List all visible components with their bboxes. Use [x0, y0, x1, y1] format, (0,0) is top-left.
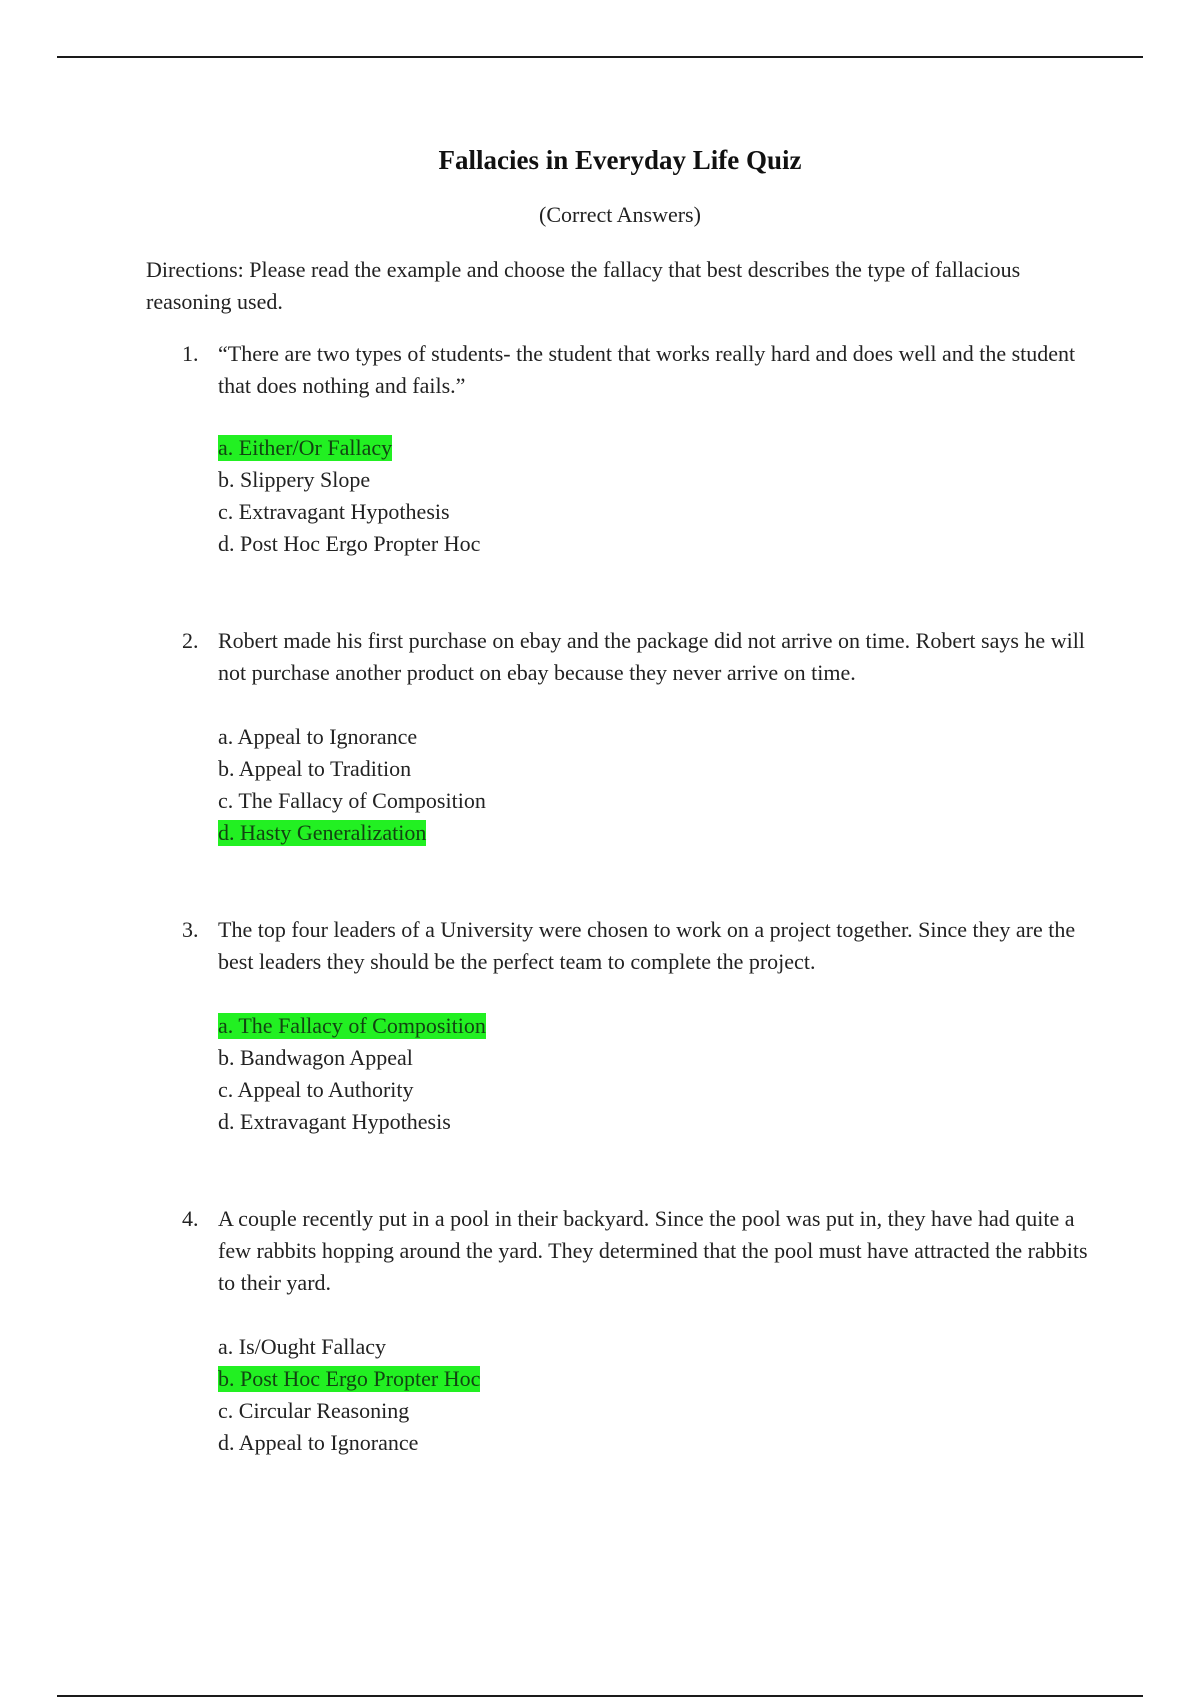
page-title: Fallacies in Everyday Life Quiz — [438, 145, 802, 175]
option-b: b. Bandwagon Appeal — [218, 1045, 413, 1070]
question-text: Robert made his first purchase on ebay and the package did not arrive on time. Robert says he will not purchase another product on ebay because they never arrive on time. — [218, 628, 1085, 685]
option-b: b. Appeal to Tradition — [218, 756, 412, 781]
directions-text: Directions: Please read the example and choose the fallacy that best describes the type of fallacious reasoning used. — [146, 257, 1021, 314]
option-d: d. Extravagant Hypothesis — [218, 1109, 451, 1134]
question-number: 2. — [182, 628, 199, 653]
answer-options — [218, 432, 818, 560]
bottom-rule — [57, 1695, 1143, 1697]
question-number: 3. — [182, 917, 199, 942]
option-c: c. Circular Reasoning — [218, 1398, 410, 1423]
option-c: c. Appeal to Authority — [218, 1077, 414, 1102]
answer-options — [218, 1010, 818, 1138]
option-a-correct: a. The Fallacy of Composition — [218, 1013, 486, 1038]
option-a: a. Appeal to Ignorance — [218, 724, 418, 749]
option-b-correct: b. Post Hoc Ergo Propter Hoc — [218, 1366, 481, 1391]
option-d: d. Appeal to Ignorance — [218, 1430, 419, 1455]
page-subtitle: (Correct Answers) — [539, 202, 701, 227]
option-c: c. The Fallacy of Composition — [218, 788, 486, 813]
option-c: c. Extravagant Hypothesis — [218, 499, 450, 524]
option-d-correct: d. Hasty Generalization — [218, 820, 427, 845]
question-text: The top four leaders of a University were chosen to work on a project together. Since they are the best leaders they should be the perfect team to complete the project. — [218, 917, 1076, 974]
answer-options — [218, 1331, 818, 1459]
answer-options — [218, 721, 818, 849]
top-rule — [57, 56, 1143, 58]
question-text: A couple recently put in a pool in their backyard. Since the pool was put in, they have had quite a few rabbits hopping around the yard. They determined that the pool must have attracted the rabbits to their yard. — [218, 1206, 1088, 1295]
question-number: 1. — [182, 341, 199, 366]
option-a-correct: a. Either/Or Fallacy — [218, 435, 393, 460]
question-text: “There are two types of students- the student that works really hard and does well and the student that does nothing and fails.” — [218, 341, 1076, 398]
option-d: d. Post Hoc Ergo Propter Hoc — [218, 531, 481, 556]
option-b: b. Slippery Slope — [218, 467, 371, 492]
question-number: 4. — [182, 1206, 199, 1231]
option-a: a. Is/Ought Fallacy — [218, 1334, 387, 1359]
